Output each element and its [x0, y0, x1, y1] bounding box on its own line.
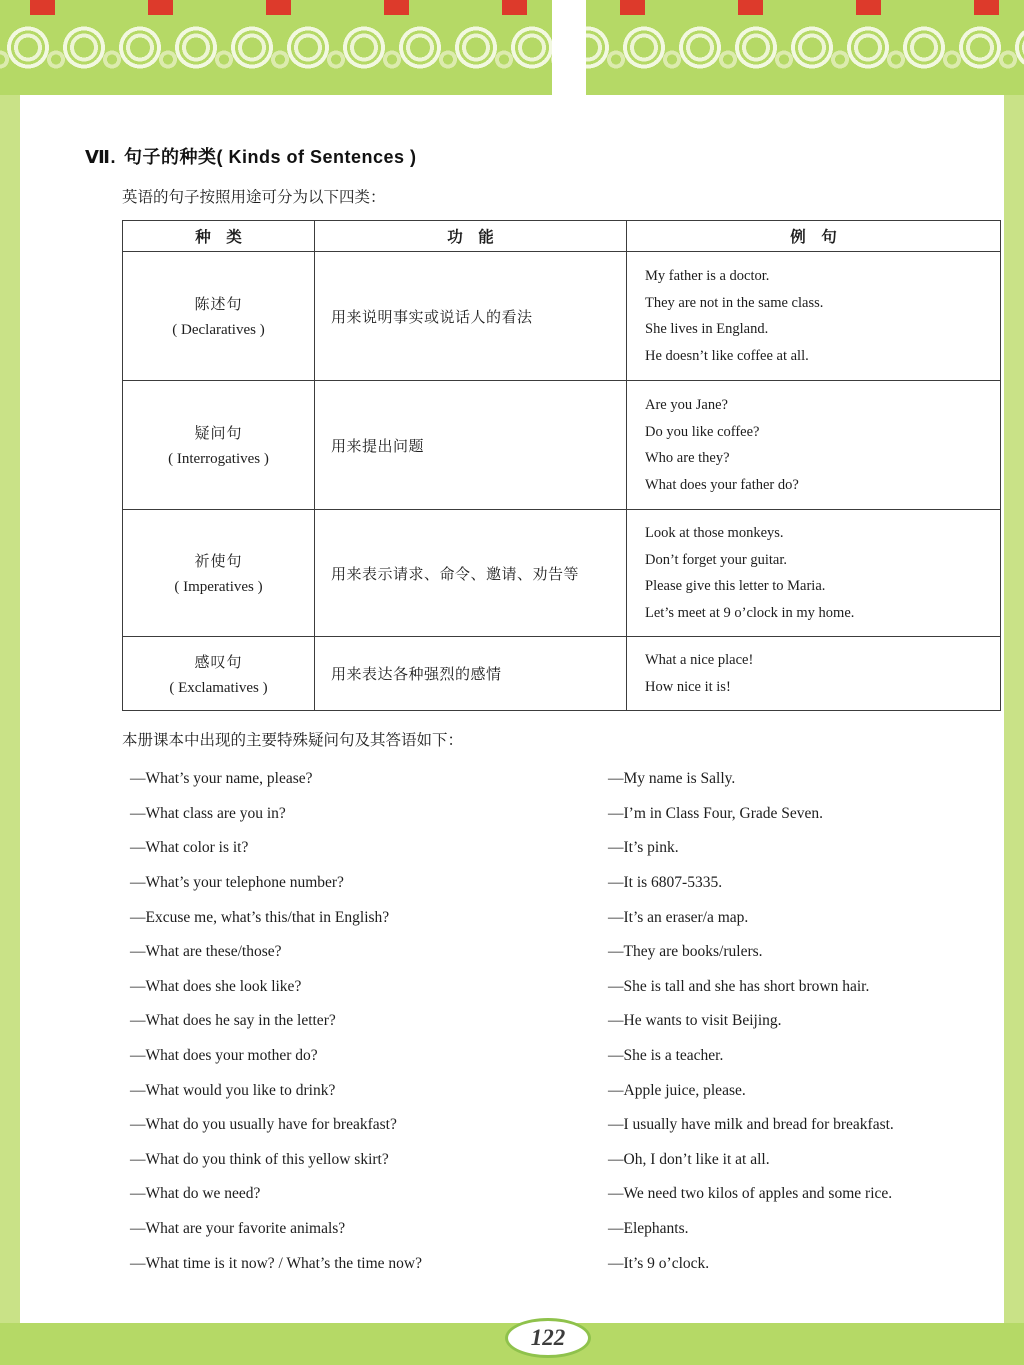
qa-list [130, 762, 1007, 1281]
qa-pair [130, 1108, 1007, 1143]
qa-question: —What does she look like? [130, 977, 302, 995]
qa-question: —What are these/those? [130, 943, 282, 961]
qa-pair [130, 831, 1007, 866]
kind-function: 用来提出问题 [315, 381, 627, 510]
qa-question: —What do we need? [130, 1185, 261, 1203]
left-page-border [0, 0, 20, 1365]
qa-question: —What does he say in the letter? [130, 1012, 336, 1030]
red-tick-marks [30, 0, 1024, 15]
qa-answer: —I usually have milk and bread for breakfast. [608, 1116, 894, 1134]
example-sentence: Look at those monkeys. [645, 525, 784, 541]
page-number: 122 [530, 1325, 566, 1350]
qa-answer: —Elephants. [608, 1220, 689, 1238]
example-sentence: Please give this letter to Maria. [645, 578, 826, 594]
qa-answer: —We need two kilos of apples and some rice. [608, 1185, 893, 1203]
example-sentence: What a nice place! [645, 652, 754, 668]
qa-pair [130, 1143, 1007, 1178]
qa-answer: —It is 6807-5335. [608, 874, 723, 892]
qa-intro-text: 本册课本中出现的主要特殊疑问句及其答语如下： [122, 732, 464, 749]
decorative-circle-band [0, 0, 1024, 95]
kind-name-cn: 感叹句 [194, 654, 243, 671]
qa-pair [130, 970, 1007, 1005]
qa-answer: —My name is Sally. [608, 770, 736, 788]
qa-pair [130, 1039, 1007, 1074]
qa-pair [130, 1177, 1007, 1212]
example-sentence: Let’s meet at 9 o’clock in my home. [645, 604, 855, 621]
qa-pair [130, 1073, 1007, 1108]
qa-question: —What does your mother do? [130, 1047, 318, 1065]
qa-question: —Excuse me, what’s this/that in English? [130, 908, 390, 926]
example-sentence: Who are they? [645, 450, 730, 466]
table-row-exclamatives [123, 637, 1001, 711]
kind-function: 用来说明事实或说话人的看法 [315, 252, 627, 381]
qa-answer: —They are books/rulers. [608, 943, 763, 961]
qa-pair [130, 797, 1007, 832]
page-number-badge [505, 1318, 591, 1358]
kind-name-en: ( Interrogatives ) [168, 451, 269, 467]
qa-question: —What’s your name, please? [130, 770, 313, 788]
example-sentence: What does your father do? [645, 476, 799, 493]
qa-answer: —He wants to visit Beijing. [608, 1012, 782, 1030]
qa-pair [130, 935, 1007, 970]
table-intro-text: 英语的句子按照用途可分为以下四类： [122, 189, 386, 206]
qa-question: —What color is it? [130, 839, 249, 857]
sentence-kinds-table [122, 220, 1001, 711]
example-sentence: Don’t forget your guitar. [645, 551, 788, 568]
header-example: 例 句 [627, 221, 1001, 252]
section-number: Ⅶ. [85, 147, 116, 167]
table-row-imperatives [123, 510, 1001, 637]
qa-pair [130, 762, 1007, 797]
right-page-border [1004, 0, 1024, 1365]
example-sentence: They are not in the same class. [645, 294, 824, 311]
example-sentence: Do you like coffee? [645, 423, 760, 440]
kind-function: 用来表示请求、命令、邀请、劝告等 [315, 510, 627, 637]
example-sentence: My father is a doctor. [645, 268, 770, 284]
qa-pair [130, 1212, 1007, 1247]
qa-question: —What time is it now? / What’s the time now? [130, 1254, 423, 1272]
table-row-interrogatives [123, 381, 1001, 510]
qa-pair [130, 900, 1007, 935]
qa-answer: —She is tall and she has short brown hair. [608, 977, 870, 995]
kind-function: 用来表达各种强烈的感情 [315, 637, 627, 711]
qa-question: —What would you like to drink? [130, 1081, 336, 1099]
qa-pair [130, 866, 1007, 901]
kind-name-cn: 陈述句 [194, 297, 243, 313]
qa-answer: —She is a teacher. [608, 1047, 724, 1065]
header-kind: 种 类 [123, 221, 315, 252]
kind-name-en: ( Exclamatives ) [169, 679, 268, 696]
page-content [85, 143, 1007, 1281]
section-title-text: 句子的种类( Kinds of Sentences ) [123, 147, 417, 167]
kind-name-cn: 疑问句 [194, 426, 243, 442]
qa-question: —What are your favorite animals? [130, 1220, 346, 1238]
table-row-declaratives [123, 252, 1001, 381]
qa-answer: —Oh, I don’t like it at all. [608, 1150, 770, 1168]
qa-question: —What’s your telephone number? [130, 874, 344, 892]
example-sentence: How nice it is! [645, 678, 731, 695]
qa-answer: —It’s an eraser/a map. [608, 908, 749, 926]
section-title [85, 143, 1007, 169]
qa-answer: —I’m in Class Four, Grade Seven. [608, 804, 824, 822]
header-function: 功 能 [315, 221, 627, 252]
qa-pair [130, 1246, 1007, 1281]
kind-name-en: ( Imperatives ) [174, 579, 263, 595]
qa-question: —What do you usually have for breakfast? [130, 1116, 397, 1134]
kind-name-en: ( Declaratives ) [172, 322, 265, 338]
qa-answer: —It’s 9 o’clock. [608, 1254, 710, 1272]
example-sentence: She lives in England. [645, 321, 769, 337]
example-sentence: Are you Jane? [645, 397, 728, 413]
qa-pair [130, 1004, 1007, 1039]
table-header-row [123, 221, 1001, 252]
kind-name-cn: 祈使句 [194, 554, 243, 570]
qa-question: —What do you think of this yellow skirt? [130, 1150, 389, 1168]
qa-answer: —Apple juice, please. [608, 1081, 746, 1099]
qa-answer: —It’s pink. [608, 839, 679, 857]
example-sentence: He doesn’t like coffee at all. [645, 347, 809, 364]
qa-question: —What class are you in? [130, 804, 286, 822]
